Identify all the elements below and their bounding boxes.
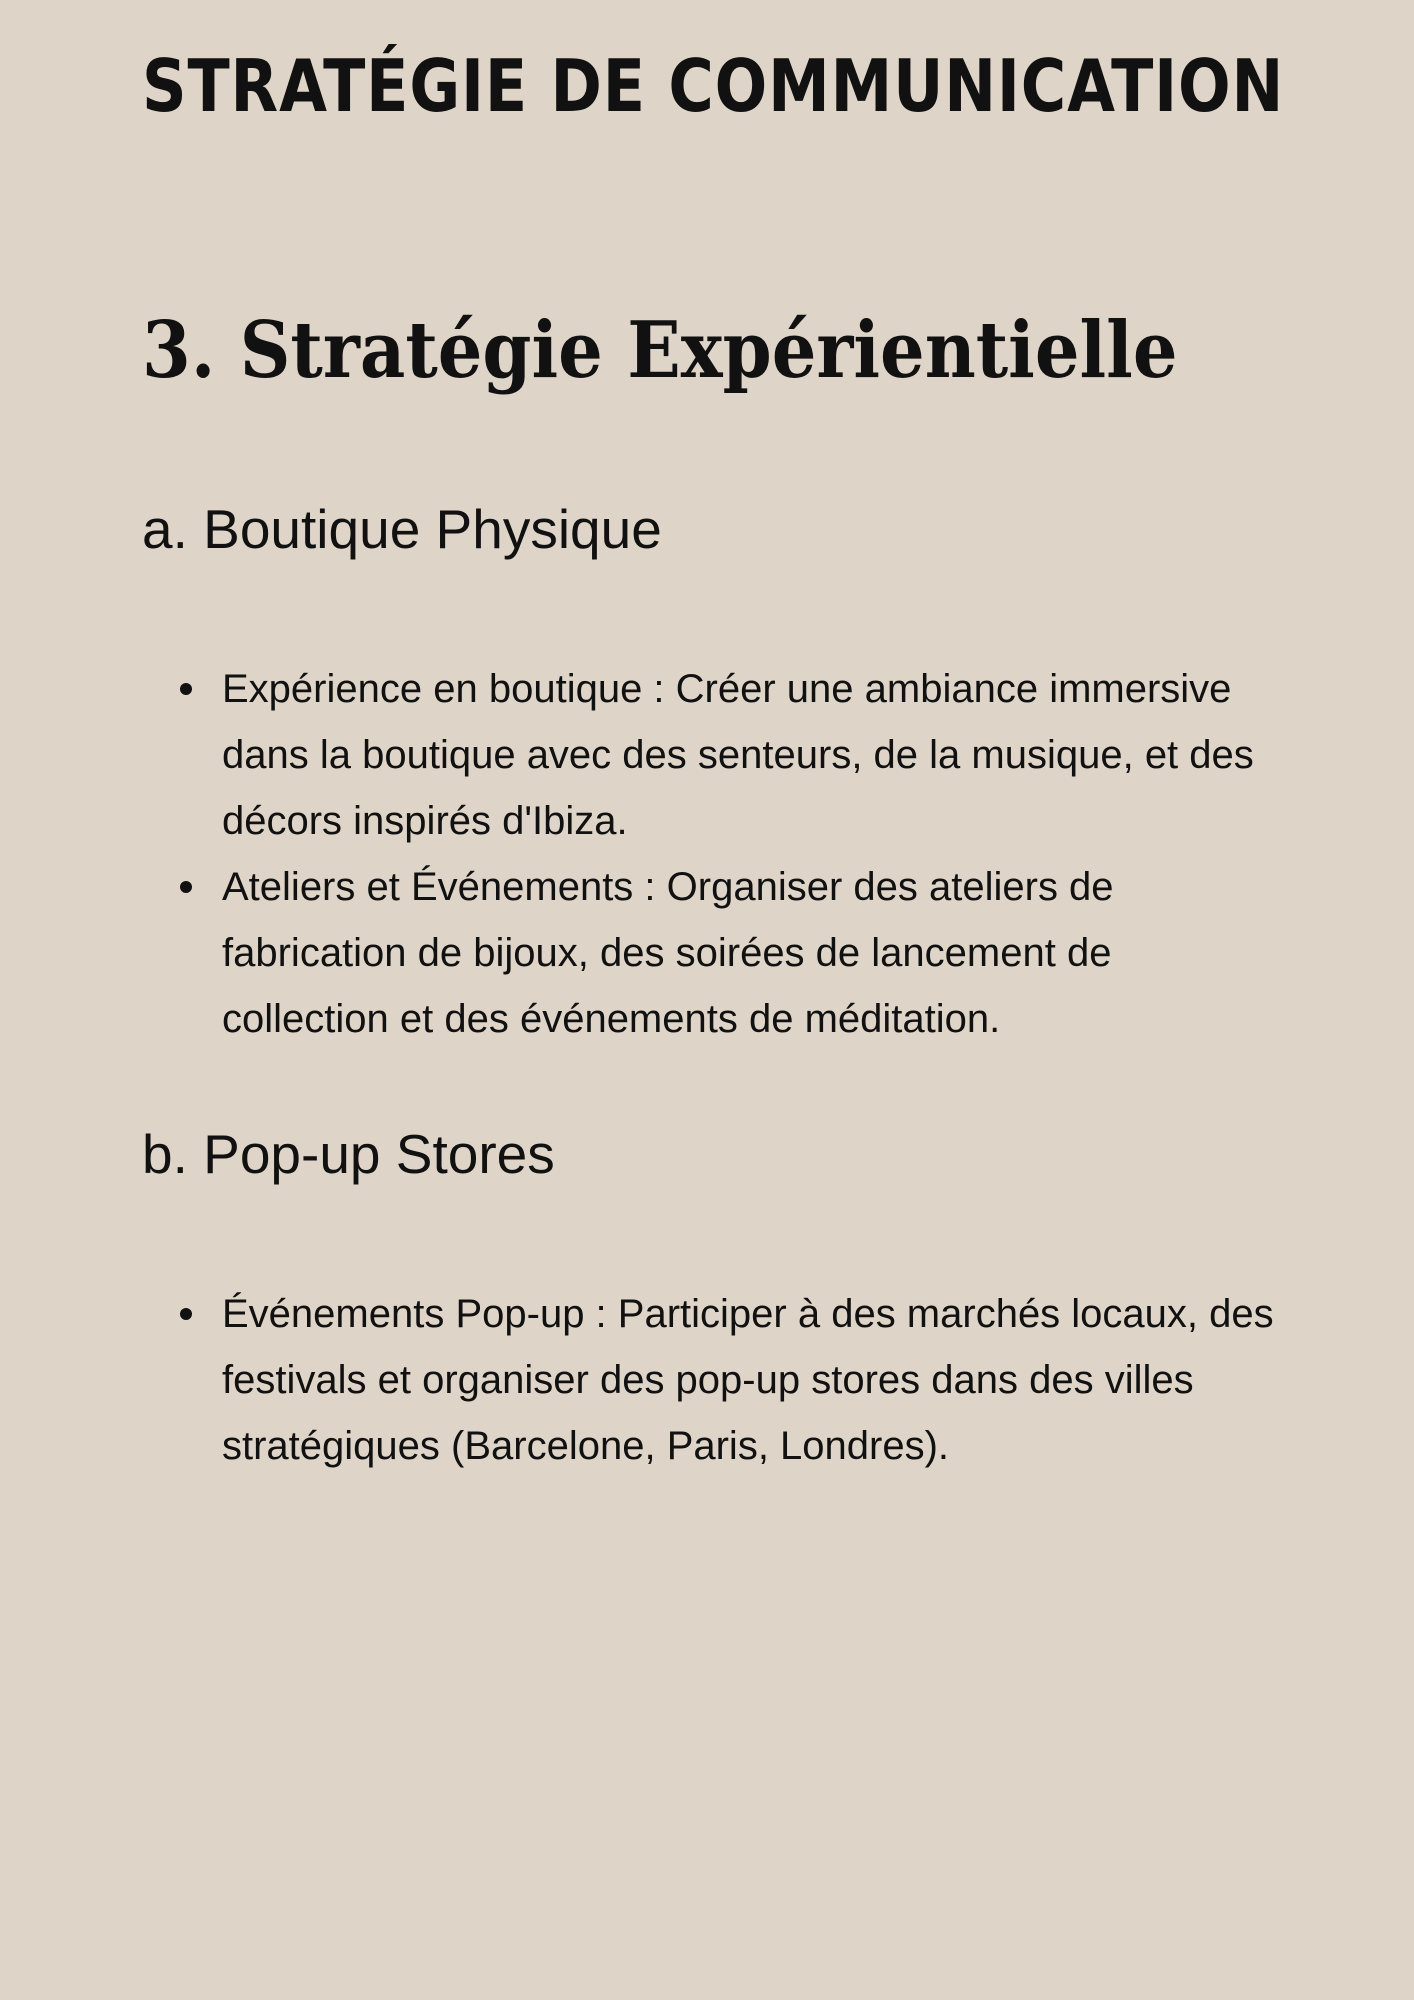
list-item-text: Expérience en boutique : Créer une ambiance immersive dans la boutique avec des senteurs, de la musique, et des décors inspirés d'Ibiza.: [222, 667, 1254, 843]
bullet-list-boutique-physique: [222, 656, 1282, 1052]
list-item: [222, 1281, 1282, 1479]
list-item-text: Événements Pop-up : Participer à des marchés locaux, des festivals et organiser des pop-up stores dans des villes stratégiques (Barcelone, Paris, Londres).: [222, 1292, 1274, 1468]
bullet-list-pop-up-stores: [222, 1281, 1282, 1479]
list-item: [222, 854, 1282, 1052]
subsection-heading-boutique-physique: a. Boutique Physique: [142, 498, 662, 560]
bullet-icon: [180, 683, 192, 695]
subsection-heading-pop-up-stores: b. Pop-up Stores: [142, 1123, 555, 1185]
section-heading: 3. Stratégie Expérientielle: [142, 305, 1178, 396]
list-item: [222, 656, 1282, 854]
page-title: STRATÉGIE DE COMMUNICATION: [142, 44, 1285, 128]
bullet-icon: [180, 881, 192, 893]
list-item-text: Ateliers et Événements : Organiser des ateliers de fabrication de bijoux, des soirées de lancement de collection et des événements de méditation.: [222, 865, 1114, 1041]
bullet-icon: [180, 1308, 192, 1320]
